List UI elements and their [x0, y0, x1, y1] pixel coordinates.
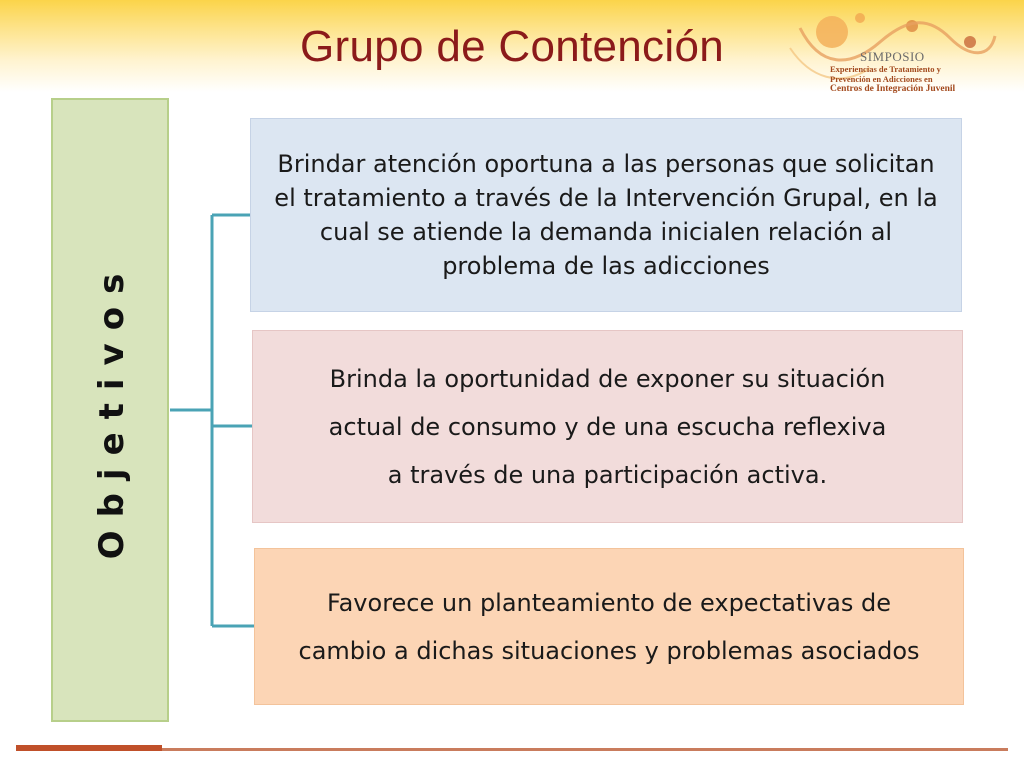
logo-name: SIMPOSIO [860, 49, 925, 64]
logo-text [830, 50, 1020, 94]
objective-box-1 [250, 118, 962, 312]
footer-bar-accent [16, 745, 162, 751]
logo-line-2: Prevención en Adicciones en [830, 74, 933, 84]
footer-bar-line [162, 748, 1008, 751]
objectives-label: Objetivos [92, 260, 132, 560]
logo-line-3: Centros de Integración Juvenil [830, 84, 956, 94]
objective-text-1: Brindar atención oportuna a las personas que solicitan el tratamiento a través de la Intervención Grupal, en la cual se atiende la demanda inicialen relación al problema de las adicciones [274, 150, 938, 280]
objective-box-3 [254, 548, 964, 705]
slide-title: Grupo de Contención [300, 22, 724, 71]
objective-text-3: Favorece un planteamiento de expectativas de cambio a dichas situaciones y problemas asociados [298, 588, 920, 665]
objective-text-2: Brinda la oportunidad de exponer su situación actual de consumo y de una escucha reflexiva a través de una participación activa. [328, 364, 887, 489]
logo-line-1: Experiencias de Tratamiento y [830, 64, 941, 74]
objective-box-2 [252, 330, 963, 523]
